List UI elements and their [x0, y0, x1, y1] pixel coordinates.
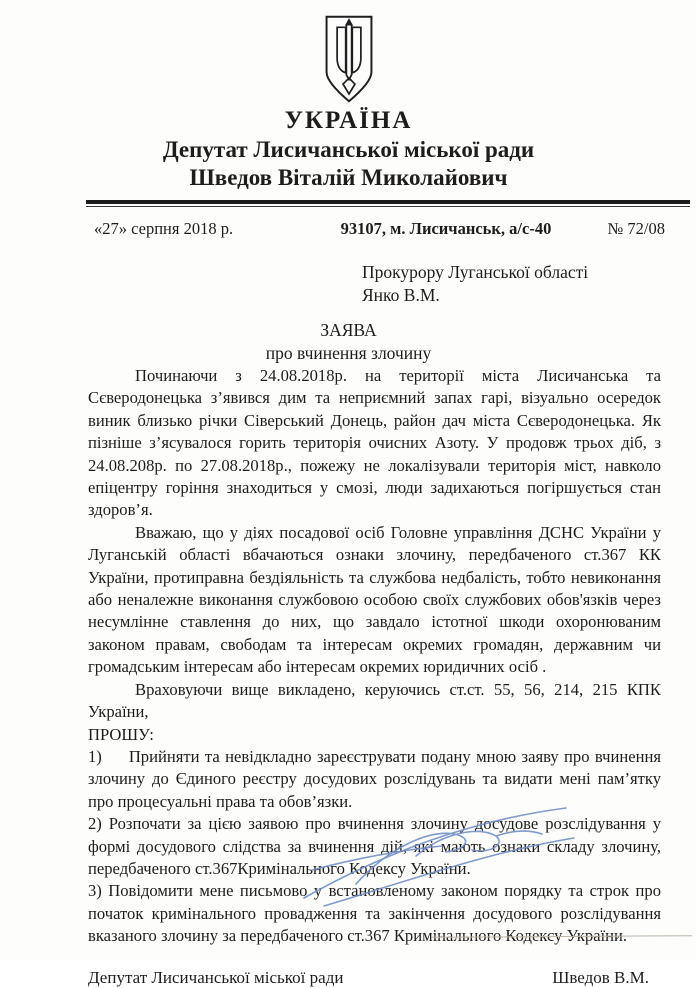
- request-item-3: 3) Повідомити мене письмово у встановленому законом порядку та строк про початок кримінального провадження та закінчення досудового розслідування вказаного злочину за передбаченого ст.367 Кримінального Кодексу України.: [88, 881, 661, 946]
- addressee-title: Прокурору Луганської області: [362, 262, 589, 282]
- request-item-2: 2) Розпочати за цією заявою про вчинення злочину досудове розслідування у формі досудового слідства за вчинення дій, які мають ознаки складу злочину, передбаченого ст.367Кримінального Кодексу України.: [88, 814, 661, 878]
- letter-date: «27» серпня 2018 р.: [94, 219, 234, 238]
- ukraine-coat-of-arms-icon: [316, 14, 382, 104]
- body-paragraph-3: Враховуючи вище викладено, керуючись ст.ст. 55, 56, 214, 215 КПК України,: [88, 679, 661, 722]
- request-header: ПРОШУ:: [88, 724, 154, 744]
- letter-number: № 72/08: [607, 219, 665, 238]
- document-title: [0, 319, 697, 365]
- addressee-block: [362, 261, 697, 307]
- letterhead-person: Шведов Віталій Миколайович: [189, 165, 508, 190]
- signature-row: [88, 968, 649, 988]
- addressee-name: Янко В.М.: [362, 285, 440, 305]
- request-item-1: 1) Прийняти та невідкладно зареєструвати подану мною заяву про вчинення злочину до Єдиного реєстру досудових розслідувань та видати мені пам’ятку про процесуальні права та обов’язки.: [88, 746, 661, 811]
- body-paragraph-2: Вважаю, що у діях посадової осіб Головне управління ДСНС України у Луганській області вбачаються ознаки злочину, передбаченого ст.367 КК України, протиправна бездіяльність та службова недбалість, тобто невиконання або неналежне виконання службовою особою своїх службових обов'язків через несумлінне ставлення до них, що завдало істотної шкоди охоронюваним законом правам, свободам та інтересам окремих громадян, державним чи громадським інтересам або інтересам окремих юридичних осіб .: [88, 522, 661, 677]
- signer-position: Депутат Лисичанської міської ради: [88, 967, 344, 987]
- body-paragraph-1: Починаючи з 24.08.2018р. на території міста Лисичанська та Сєверодонецька з’явився дим та неприємний запах гарі, візуально осередок виник близько річки Сіверський Донець, район дач міста Сєверодонецька. Як пізніше з’ясувалося горить територія очисних Азоту. У продовж трьох діб, з 24.08.208р. по 27.08.2018р., пожежу не локалізували територія міст, навколо епіцентру горіння знаходиться у смозі, люди задихаються погіршується стан здоров’я.: [88, 366, 661, 520]
- letter-address: 93107, м. Лисичанськ, а/с-40: [340, 219, 552, 238]
- letterhead-divider: [86, 200, 690, 207]
- letter-meta-row: [94, 219, 665, 239]
- letterhead-country: УКРАЇНА: [284, 107, 413, 134]
- document-title-sub: про вчинення злочину: [265, 343, 432, 363]
- signer-name: Шведов В.М.: [552, 967, 649, 987]
- document-title-main: ЗАЯВА: [320, 320, 377, 340]
- letterhead: [0, 0, 697, 191]
- letterhead-office: Депутат Лисичанської міської ради: [162, 137, 535, 162]
